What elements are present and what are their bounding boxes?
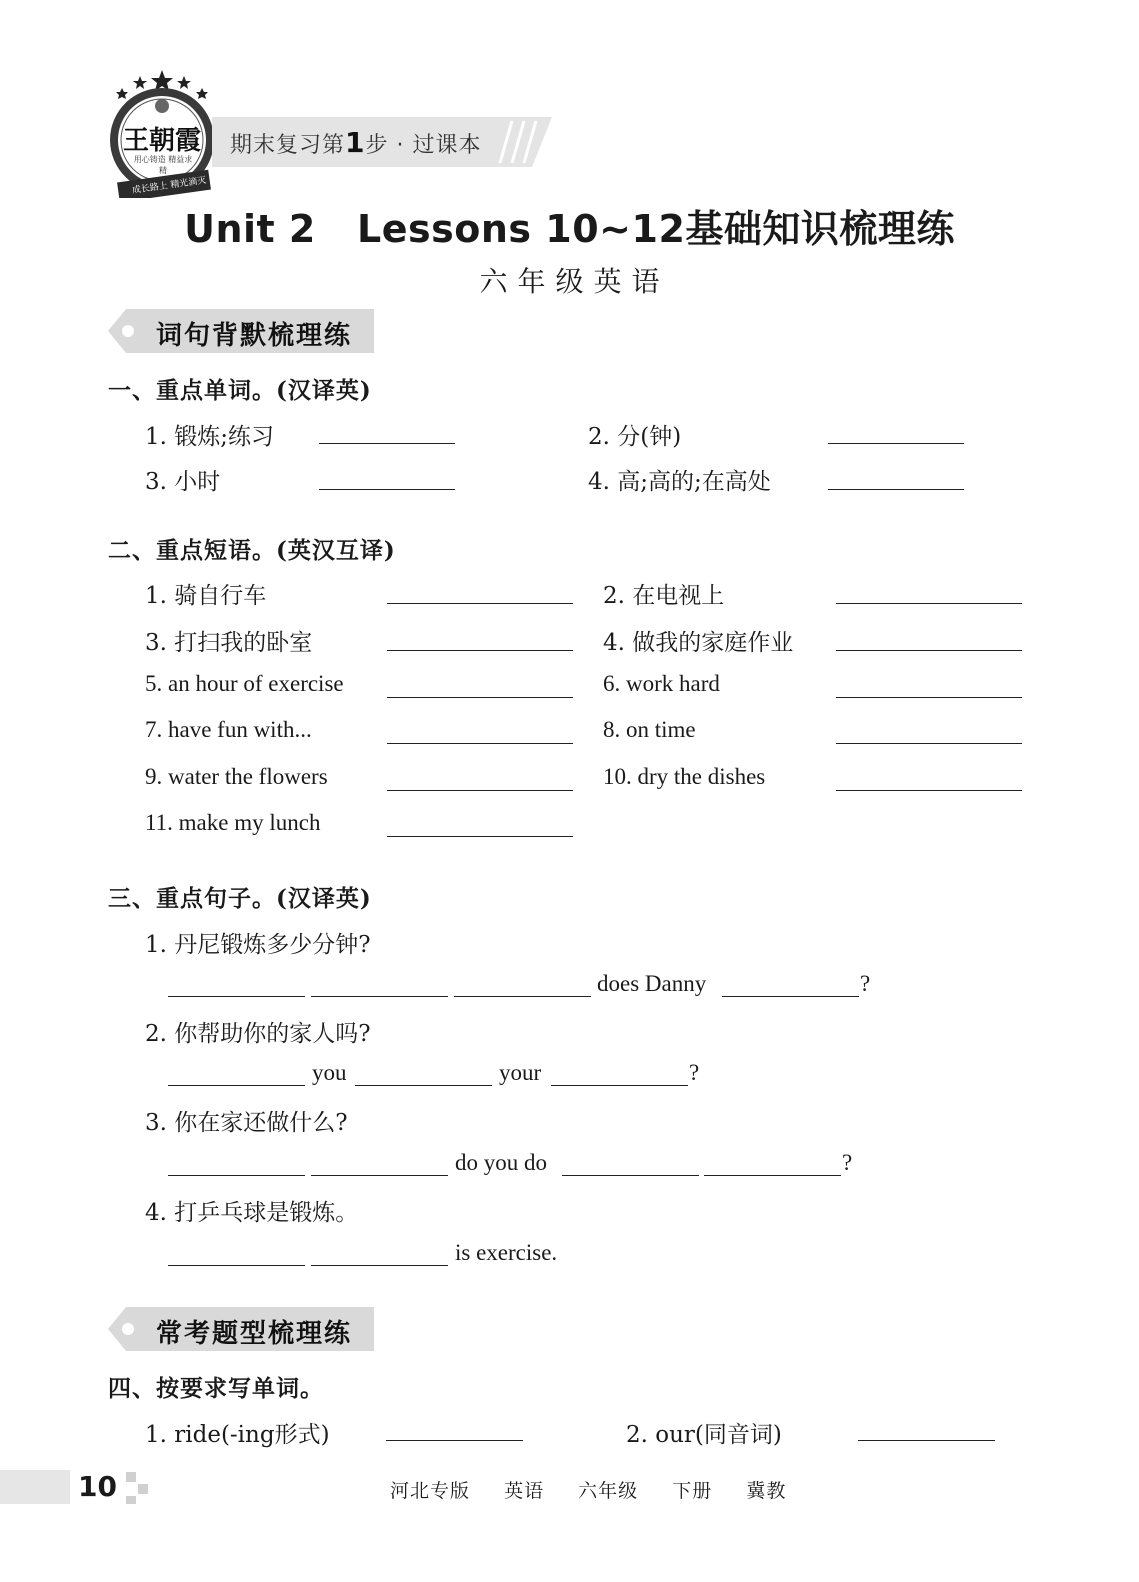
question-end-mark: ?: [842, 1150, 853, 1175]
list-item: 2. our(同音词): [626, 1422, 782, 1448]
banner-suffix: 步 · 过课本: [365, 133, 482, 158]
answer-blank[interactable]: [387, 650, 573, 651]
page-subtitle: 六年级英语: [479, 265, 670, 298]
list-item: 3. 打扫我的卧室: [145, 630, 313, 656]
answer-blank[interactable]: [387, 743, 573, 744]
answer-blank[interactable]: [828, 443, 964, 444]
answer-blank[interactable]: [836, 697, 1022, 698]
list-item: 4. 做我的家庭作业: [603, 630, 794, 656]
list-item: 1. 锻炼;练习: [145, 424, 275, 450]
page-title: Unit 2 Lessons 10~12基础知识梳理练: [184, 207, 955, 251]
answer-blank[interactable]: [319, 489, 455, 490]
list-item: 8. on time: [603, 717, 696, 742]
list-item: 11. make my lunch: [145, 810, 321, 835]
list-item: 2. 在电视上: [603, 583, 725, 609]
question-prompt: 3. 你在家还做什么?: [145, 1110, 348, 1136]
list-item: 10. dry the dishes: [603, 764, 766, 789]
answer-blank[interactable]: [828, 489, 964, 490]
question-prompt: 2. 你帮助你的家人吗?: [145, 1021, 371, 1047]
part3-heading: 三、重点句子。(汉译英): [108, 885, 372, 912]
answer-blank[interactable]: [836, 790, 1022, 791]
banner-prefix: 期末复习第: [230, 133, 346, 158]
section-tag-label: 常考题型梳理练: [156, 1319, 353, 1349]
list-item: 2. 分(钟): [588, 424, 682, 450]
answer-blank[interactable]: [722, 996, 859, 997]
answer-blank[interactable]: [386, 1440, 523, 1441]
answer-blank[interactable]: [562, 1175, 699, 1176]
answer-blank[interactable]: [387, 697, 573, 698]
answer-blank[interactable]: [387, 603, 573, 604]
question-fixed-text: is exercise.: [455, 1240, 558, 1265]
list-item: 4. 高;高的;在高处: [588, 469, 771, 495]
list-item: 1. 骑自行车: [145, 583, 267, 609]
answer-blank[interactable]: [454, 996, 591, 997]
list-item: 1. ride(-ing形式): [145, 1422, 330, 1448]
footer-square-icon: [126, 1472, 136, 1482]
answer-blank[interactable]: [551, 1085, 688, 1086]
list-item: 9. water the flowers: [145, 764, 328, 789]
answer-blank[interactable]: [168, 1085, 305, 1086]
page-number: 10: [78, 1470, 117, 1503]
footer-bar: [0, 1470, 70, 1504]
answer-blank[interactable]: [311, 1175, 448, 1176]
answer-blank[interactable]: [168, 996, 305, 997]
part4-heading: 四、按要求写单词。: [108, 1375, 324, 1402]
answer-blank[interactable]: [836, 603, 1022, 604]
question-prompt: 4. 打乒乓球是锻炼。: [145, 1200, 359, 1226]
answer-blank[interactable]: [387, 836, 573, 837]
answer-blank[interactable]: [168, 1265, 305, 1266]
logo-motto: 成长路上 精光滴灭: [131, 175, 207, 197]
question-end-mark: ?: [689, 1060, 700, 1085]
answer-blank[interactable]: [387, 790, 573, 791]
logo-name: 王朝霞: [122, 126, 201, 156]
banner-text: [230, 126, 481, 159]
banner-number: 1: [345, 126, 366, 159]
part2-heading: 二、重点短语。(英汉互译): [108, 537, 396, 564]
list-item: 5. an hour of exercise: [145, 671, 344, 696]
question-prompt: 1. 丹尼锻炼多少分钟?: [145, 932, 371, 958]
question-end-mark: ?: [860, 971, 871, 996]
list-item: 6. work hard: [603, 671, 720, 696]
answer-blank[interactable]: [168, 1175, 305, 1176]
answer-blank[interactable]: [704, 1175, 841, 1176]
section-tag-recitation: [108, 309, 374, 353]
footer-square-icon: [138, 1484, 148, 1494]
answer-blank[interactable]: [836, 650, 1022, 651]
publisher-logo: [100, 68, 225, 198]
question-fixed-text: do you do: [455, 1150, 547, 1175]
question-fixed-text: you: [312, 1060, 347, 1085]
section-tag-label: 词句背默梳理练: [156, 321, 353, 351]
answer-blank[interactable]: [319, 443, 455, 444]
answer-blank[interactable]: [311, 996, 448, 997]
part1-heading: 一、重点单词。(汉译英): [108, 377, 372, 404]
section-tag-common-types: [108, 1307, 374, 1351]
footer-book-info: 河北专版 英语 六年级 下册 冀教: [390, 1480, 787, 1502]
footer-square-icon: [126, 1496, 136, 1504]
answer-blank[interactable]: [858, 1440, 995, 1441]
answer-blank[interactable]: [311, 1265, 448, 1266]
list-item: 7. have fun with...: [145, 717, 312, 742]
logo-tagline: 用心铸造 精益求精: [133, 155, 193, 175]
question-fixed-text: does Danny: [597, 971, 707, 996]
question-fixed-text: your: [499, 1060, 542, 1085]
answer-blank[interactable]: [355, 1085, 492, 1086]
answer-blank[interactable]: [836, 743, 1022, 744]
list-item: 3. 小时: [145, 469, 221, 495]
